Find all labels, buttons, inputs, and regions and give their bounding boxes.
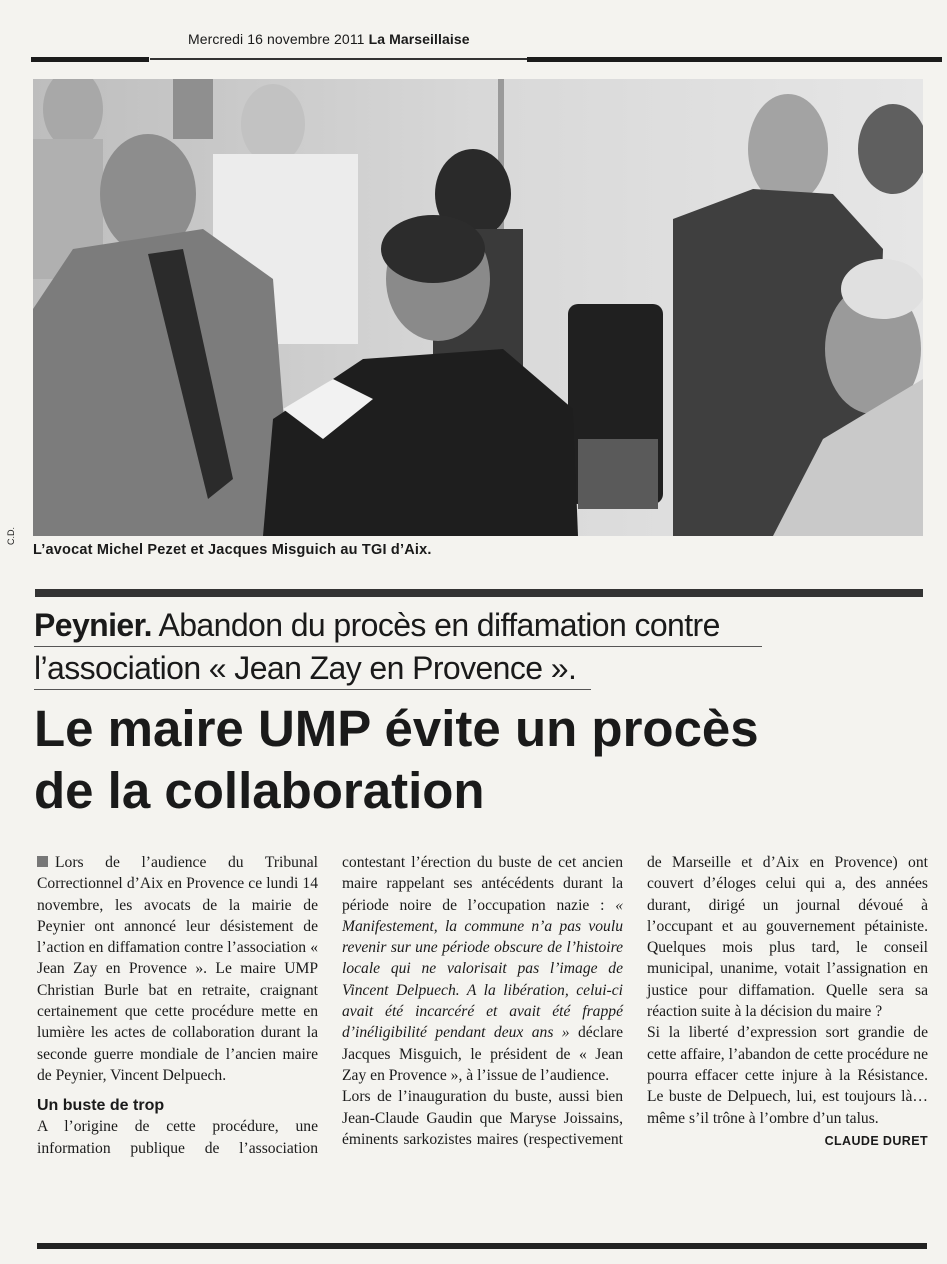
photo-caption: L’avocat Michel Pezet et Jacques Misguich au TGI d’Aix. [33, 542, 432, 558]
headline-line-2: de la collaboration [34, 762, 485, 819]
publication-name: La Marseillaise [368, 31, 470, 47]
article-paragraph-3: Lors de l’inauguration du buste, aussi bien Jean-Claude Gaudin que Maryse Joissains, éminents sarkozistes maires (respectivement de Marseille et d’Aix en Provence) ont couvert d’éloges celui qui a, des années durant, dirigé un journal dévoué à l’occupant et au gouvernement pétainiste. Quelques mois plus tard, le conseil municipal, unanime, votait l’assignation en justice pour diffamation. Quelle sera sa réaction suite à la décision du maire ? [342, 854, 928, 1148]
quote: « Manifestement, la commune n’a pas voulu revenir sur une période obscure de l’histoire locale qui ne valorisait pas l’image de Vincent Delpuech. A la libération, celui-ci avait été incarcéré et avait été frappé d’inéligibilité pendant deux ans » [342, 896, 623, 1042]
header-rule-left [31, 57, 149, 62]
section-rule [35, 589, 923, 597]
header-rule-center [150, 58, 527, 60]
article-body [37, 852, 928, 1224]
author-signature: CLAUDE DURET [824, 1133, 928, 1148]
article-paragraph-1: Lors de l’audience du Tribunal Correctionnel d’Aix en Provence ce lundi 14 novembre, les avocats de la mairie de Peynier ont annoncé leur désistement de l’action en diffamation contre l’association « Jean Zay en Provence ». Le maire UMP Christian Burle bat en retraite, craignant certainement que cette procédure mette en lumière les actes de collaboration durant la seconde guerre mondiale de l’ancien maire de Peynier, Vincent Delpuech. [37, 854, 318, 1084]
photo-credit: C.D. [6, 527, 16, 545]
dateline [188, 31, 470, 47]
article-subhead: Un buste de trop [37, 1097, 165, 1115]
lead-bullet [37, 856, 48, 867]
footer-rule [37, 1243, 927, 1249]
kicker-underline-2 [34, 689, 591, 690]
headline-line-1: Le maire UMP évite un procès [34, 700, 759, 757]
article-paragraph-2: A l’origine de cette procédure, une information publique de l’association contestant l’érection du buste de cet ancien maire rappelant ses antécédents durant la période noire de l’occupation nazie : « Manifestement, la commune n’a pas voulu revenir sur une période obscure de l’histoire locale qui ne valorisait pas l’image de Vincent Delpuech. A la libération, celui-ci avait été incarcéré et avait été frappé d’inéligibilité pendant deux ans » déclare Jacques Misguich, le président de « Jean Zay en Provence », à l’issue de l’audience. [37, 854, 623, 1157]
article-paragraph-4: Si la liberté d’expression sort grandie de cette affaire, l’abandon de cette procédure ne pourra effacer cette injure à la Résistance. Le buste de Delpuech, lui, est toujours là… même s’il trône à l’ombre d’un talus. CLAUDE DURET [647, 1022, 928, 1128]
header-rule-right [527, 57, 942, 62]
kicker-location: Peynier. [34, 607, 152, 643]
kicker-line-2: l’association « Jean Zay en Provence ». [34, 650, 577, 686]
kicker-underline-1 [34, 646, 762, 647]
issue-date: Mercredi 16 novembre 2011 [188, 31, 365, 47]
news-photo [33, 79, 923, 536]
kicker-text-1: Abandon du procès en diffamation contre [151, 607, 720, 643]
kicker-line-1 [34, 607, 720, 644]
